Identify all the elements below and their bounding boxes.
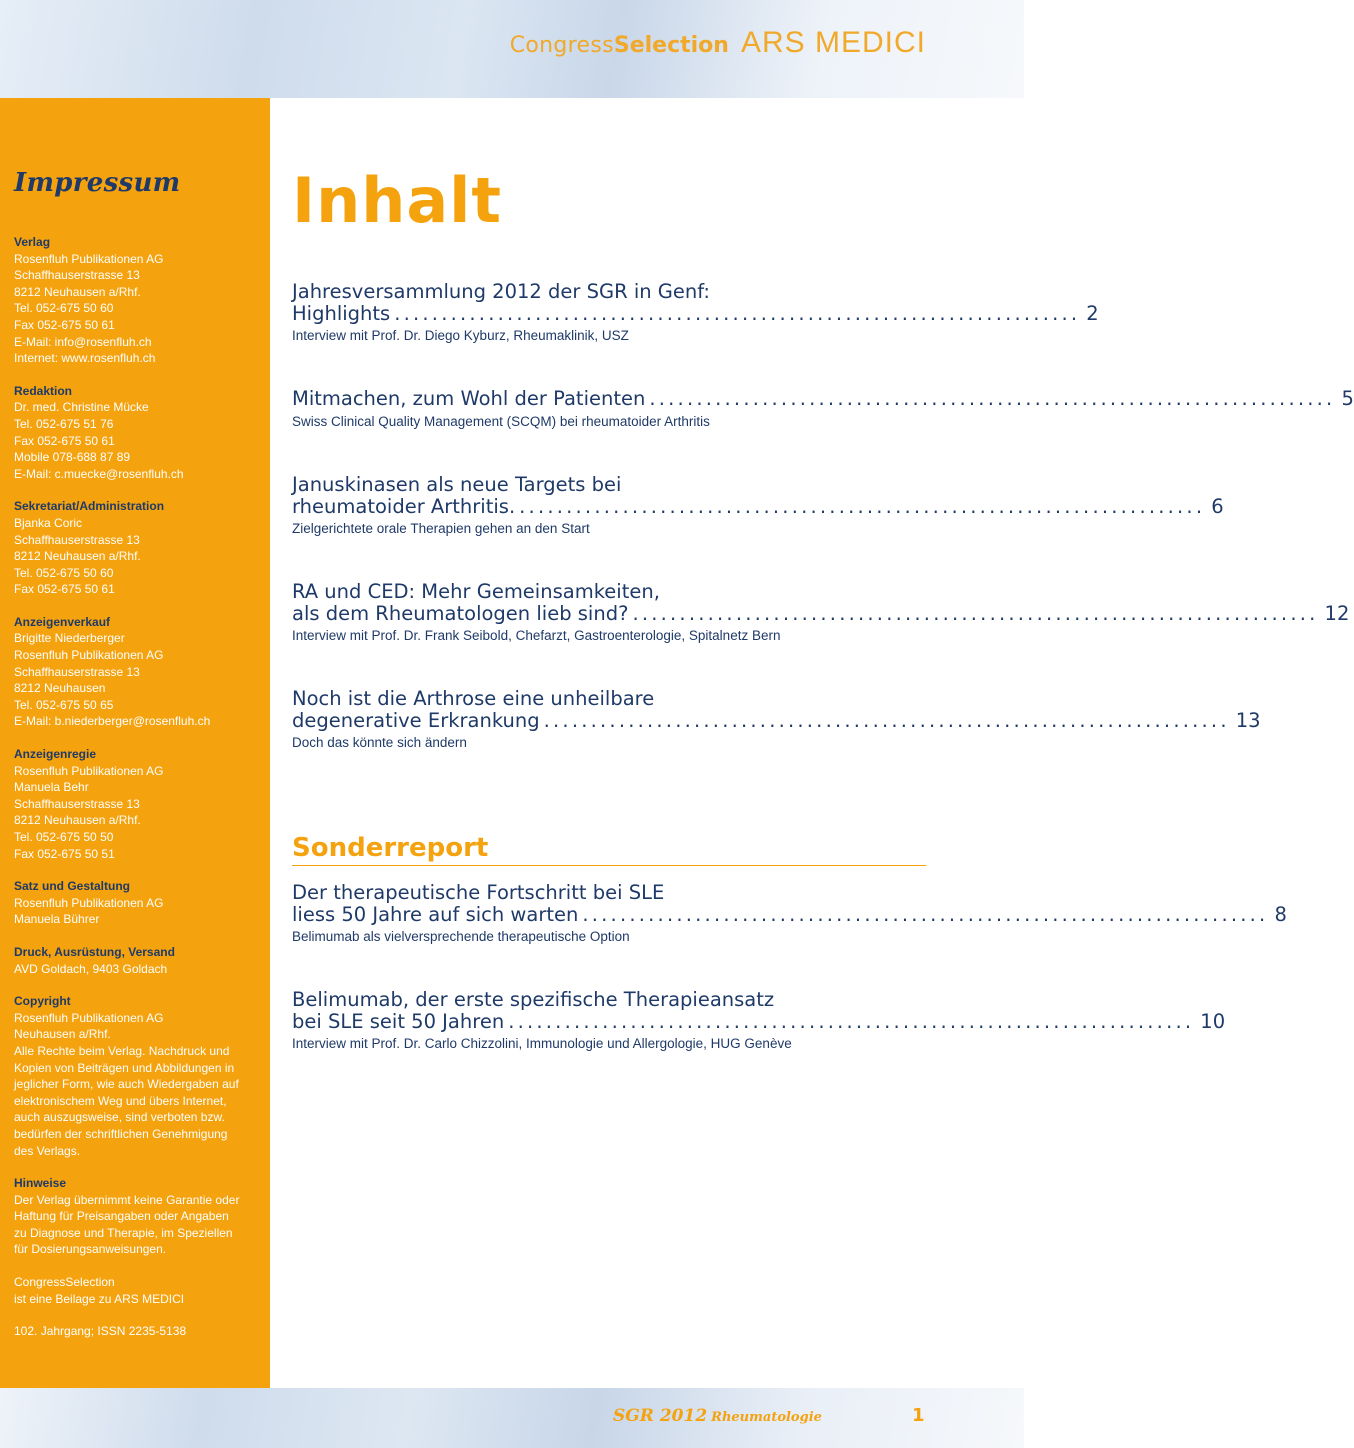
toc-leader-dots: ......................................................................... bbox=[649, 387, 1336, 410]
impressum-block bbox=[14, 1323, 256, 1340]
toc-leader-dots: ......................................................................... bbox=[508, 1009, 1195, 1033]
toc-entry[interactable] bbox=[292, 988, 1226, 1053]
toc-entry-page: 6 bbox=[1211, 494, 1224, 518]
impressum-line: des Verlags. bbox=[14, 1143, 81, 1158]
toc-leader-dots: ......................................................................... bbox=[543, 708, 1230, 732]
impressum-line: 8212 Neuhausen bbox=[14, 681, 106, 696]
impressum-sidebar bbox=[0, 98, 270, 1388]
impressum-line: Fax 052-675 50 61 bbox=[14, 433, 115, 448]
impressum-line: für Dosierungsanweisungen. bbox=[14, 1242, 167, 1257]
impressum-line: CongressSelection bbox=[14, 1275, 115, 1290]
impressum-block bbox=[14, 878, 256, 928]
toc-entry-page: 2 bbox=[1086, 301, 1099, 325]
footer-topic: Rheumatologie bbox=[711, 1410, 822, 1425]
impressum-line: Brigitte Niederberger bbox=[14, 631, 125, 646]
impressum-line: Neuhausen a/Rhf. bbox=[14, 1027, 111, 1042]
impressum-block-heading: Redaktion bbox=[14, 383, 73, 398]
toc-entry-subtitle: Interview mit Prof. Dr. Carlo Chizzolini, Immunologie und Allergologie, HUG Genève bbox=[292, 1036, 792, 1051]
impressum-line: Fax 052-675 50 61 bbox=[14, 582, 115, 597]
toc-entry-subtitle: Swiss Clinical Quality Management (SCQM) bei rheumatoider Arthritis bbox=[292, 413, 710, 429]
impressum-block-heading: Satz und Gestaltung bbox=[14, 879, 131, 894]
toc-entry-title-line1: Der therapeutische Fortschritt bei SLE bbox=[292, 881, 665, 904]
impressum-block bbox=[14, 614, 256, 730]
impressum-line: Schaffhauserstrasse 13 bbox=[14, 664, 140, 679]
impressum-block bbox=[14, 993, 256, 1159]
toc-entry-subtitle: Interview mit Prof. Dr. Frank Seibold, Chefarzt, Gastroenterologie, Spitalnetz Bern bbox=[292, 628, 781, 643]
impressum-title: Impressum bbox=[14, 168, 181, 198]
impressum-line: Tel. 052-675 50 50 bbox=[14, 830, 114, 844]
brand-logo bbox=[510, 26, 926, 60]
toc-entry-title: als dem Rheumatologen lieb sind? bbox=[292, 601, 629, 625]
impressum-block bbox=[14, 383, 256, 483]
toc-entry-title-line1: RA und CED: Mehr Gemeinsamkeiten, bbox=[292, 580, 660, 603]
page-title: Inhalt bbox=[292, 164, 503, 237]
impressum-line[interactable]: E-Mail: b.niederberger@rosenfluh.ch bbox=[14, 714, 211, 729]
impressum-line: Der Verlag übernimmt keine Garantie oder bbox=[14, 1192, 240, 1207]
toc-entry-title: Mitmachen, zum Wohl der Patienten bbox=[292, 387, 646, 410]
impressum-block bbox=[14, 1175, 256, 1258]
toc-entry-title-line1: Belimumab, der erste spezifische Therapieansatz bbox=[292, 988, 775, 1011]
toc-entry-page: 5 bbox=[1341, 387, 1354, 410]
toc-entry-subtitle: Doch das könnte sich ändern bbox=[292, 735, 467, 750]
toc-entry-title-line2 bbox=[292, 301, 1099, 325]
header-band bbox=[0, 0, 1024, 98]
impressum-block-heading: Druck, Ausrüstung, Versand bbox=[14, 944, 175, 959]
impressum-line: Bjanka Coric bbox=[14, 515, 83, 530]
toc-entry[interactable] bbox=[292, 580, 1350, 645]
toc-entry-title-line2 bbox=[292, 902, 1287, 926]
impressum-line: Manuela Behr bbox=[14, 780, 89, 795]
toc-entry[interactable] bbox=[292, 687, 1261, 752]
toc-entry-subtitle: Zielgerichtete orale Therapien gehen an den Start bbox=[292, 521, 590, 536]
impressum-line: Fax 052-675 50 61 bbox=[14, 317, 115, 332]
impressum-block bbox=[14, 746, 256, 862]
impressum-line: Rosenfluh Publikationen AG bbox=[14, 895, 164, 910]
impressum-line: Schaffhauserstrasse 13 bbox=[14, 268, 140, 283]
impressum-line: 8212 Neuhausen a/Rhf. bbox=[14, 813, 141, 828]
toc-entry-page: 8 bbox=[1274, 902, 1287, 926]
impressum-blocks bbox=[14, 234, 256, 1340]
toc-leader-dots: ......................................................................... bbox=[394, 301, 1081, 325]
toc-entry[interactable] bbox=[292, 473, 1224, 538]
impressum-line: Haftung für Preisangaben oder Angaben bbox=[14, 1209, 229, 1224]
section-heading-sonderreport: Sonderreport bbox=[292, 832, 926, 866]
toc-entry-title-line1: Januskinasen als neue Targets bei bbox=[292, 473, 622, 496]
toc-entry-subtitle: Interview mit Prof. Dr. Diego Kyburz, Rheumaklinik, USZ bbox=[292, 328, 629, 343]
toc-entry[interactable] bbox=[292, 387, 1354, 431]
impressum-line: 8212 Neuhausen a/Rhf. bbox=[14, 549, 141, 564]
impressum-line: Fax 052-675 50 51 bbox=[14, 846, 115, 861]
toc-entry-page: 12 bbox=[1324, 601, 1350, 625]
footer-publication bbox=[613, 1406, 822, 1426]
toc-entry-title-line1: Jahresversammlung 2012 der SGR in Genf: bbox=[292, 280, 711, 303]
toc-entry-page: 13 bbox=[1235, 708, 1261, 732]
toc-leader-dots: ......................................................................... bbox=[632, 601, 1319, 625]
toc-entry-title: bei SLE seit 50 Jahren bbox=[292, 1009, 505, 1033]
impressum-line: Dr. med. Christine Mücke bbox=[14, 400, 149, 415]
impressum-line: jeglicher Form, wie auch Wiedergaben auf bbox=[14, 1077, 239, 1092]
impressum-line: Alle Rechte beim Verlag. Nachdruck und bbox=[14, 1043, 230, 1058]
impressum-line: Mobile 078-688 87 89 bbox=[14, 450, 131, 465]
toc-entry-title-line2 bbox=[292, 494, 1224, 518]
impressum-line: zu Diagnose und Therapie, im Speziellen bbox=[14, 1225, 233, 1240]
brand-ars-medici: ARS MEDICI bbox=[740, 26, 926, 59]
impressum-line[interactable]: Internet: www.rosenfluh.ch bbox=[14, 351, 156, 366]
impressum-line: Tel. 052-675 50 60 bbox=[14, 565, 114, 580]
impressum-line: ist eine Beilage zu ARS MEDICI bbox=[14, 1291, 185, 1306]
impressum-block bbox=[14, 944, 256, 977]
impressum-line: Schaffhauserstrasse 13 bbox=[14, 532, 140, 547]
brand-congress: Congress bbox=[509, 33, 614, 58]
toc-leader-dots: ......................................................................... bbox=[582, 902, 1269, 926]
impressum-line: AVD Goldach, 9403 Goldach bbox=[14, 961, 168, 976]
impressum-block bbox=[14, 234, 256, 367]
toc-entry-title-line2 bbox=[292, 387, 1354, 410]
impressum-line: auch auszugsweise, sind verboten bzw. bbox=[14, 1110, 225, 1125]
impressum-block-heading: Sekretariat/Administration bbox=[14, 499, 165, 514]
impressum-block-heading: Verlag bbox=[14, 235, 51, 249]
impressum-block-heading: Anzeigenverkauf bbox=[14, 614, 111, 629]
toc-entry[interactable] bbox=[292, 280, 1099, 345]
impressum-line: Rosenfluh Publikationen AG bbox=[14, 763, 164, 778]
impressum-line: bedürfen der schriftlichen Genehmigung bbox=[14, 1126, 228, 1141]
toc-entry-title: Highlights bbox=[292, 301, 391, 325]
footer-publication-name: SGR 2012 bbox=[613, 1406, 708, 1426]
toc-entry-title-line2 bbox=[292, 708, 1261, 732]
impressum-line: Manuela Bührer bbox=[14, 912, 100, 927]
impressum-block bbox=[14, 1274, 256, 1307]
impressum-line: 102. Jahrgang; ISSN 2235-5138 bbox=[14, 1324, 187, 1339]
toc-entry-title: liess 50 Jahre auf sich warten bbox=[292, 902, 579, 926]
toc-entry-title: rheumatoider Arthritis. bbox=[292, 494, 516, 518]
impressum-block-heading: Hinweise bbox=[14, 1176, 67, 1191]
impressum-line: Schaffhauserstrasse 13 bbox=[14, 796, 140, 811]
impressum-block bbox=[14, 498, 256, 598]
impressum-line: 8212 Neuhausen a/Rhf. bbox=[14, 284, 141, 299]
impressum-block-heading: Copyright bbox=[14, 994, 71, 1009]
impressum-line: Tel. 052-675 50 60 bbox=[14, 301, 114, 316]
toc-entry-title: degenerative Erkrankung bbox=[292, 708, 540, 732]
impressum-line: elektronischem Weg und übers Internet, bbox=[14, 1093, 227, 1108]
impressum-line[interactable]: E-Mail: c.muecke@rosenfluh.ch bbox=[14, 466, 184, 481]
toc-entry-subtitle: Belimumab als vielversprechende therapeutische Option bbox=[292, 929, 630, 944]
toc-entry[interactable] bbox=[292, 881, 1287, 946]
impressum-line: Rosenfluh Publikationen AG bbox=[14, 251, 164, 266]
impressum-line: Tel. 052-675 51 76 bbox=[14, 416, 114, 431]
footer-page-number: 1 bbox=[912, 1405, 925, 1426]
toc-entry-page: 10 bbox=[1200, 1009, 1226, 1033]
toc-leader-dots: ......................................................................... bbox=[519, 494, 1206, 518]
impressum-line: Tel. 052-675 50 65 bbox=[14, 697, 114, 712]
impressum-line: Rosenfluh Publikationen AG bbox=[14, 648, 164, 663]
impressum-line[interactable]: E-Mail: info@rosenfluh.ch bbox=[14, 334, 152, 349]
impressum-line: Rosenfluh Publikationen AG bbox=[14, 1010, 164, 1025]
toc-entry-title-line2 bbox=[292, 1009, 1226, 1033]
footer-band bbox=[0, 1388, 1024, 1448]
toc-entry-title-line2 bbox=[292, 601, 1350, 625]
toc-entry-title-line1: Noch ist die Arthrose eine unheilbare bbox=[292, 687, 655, 710]
brand-selection: Selection bbox=[613, 33, 729, 58]
impressum-line: Kopien von Beiträgen und Abbildungen in bbox=[14, 1060, 235, 1075]
impressum-block-heading: Anzeigenregie bbox=[14, 747, 97, 762]
